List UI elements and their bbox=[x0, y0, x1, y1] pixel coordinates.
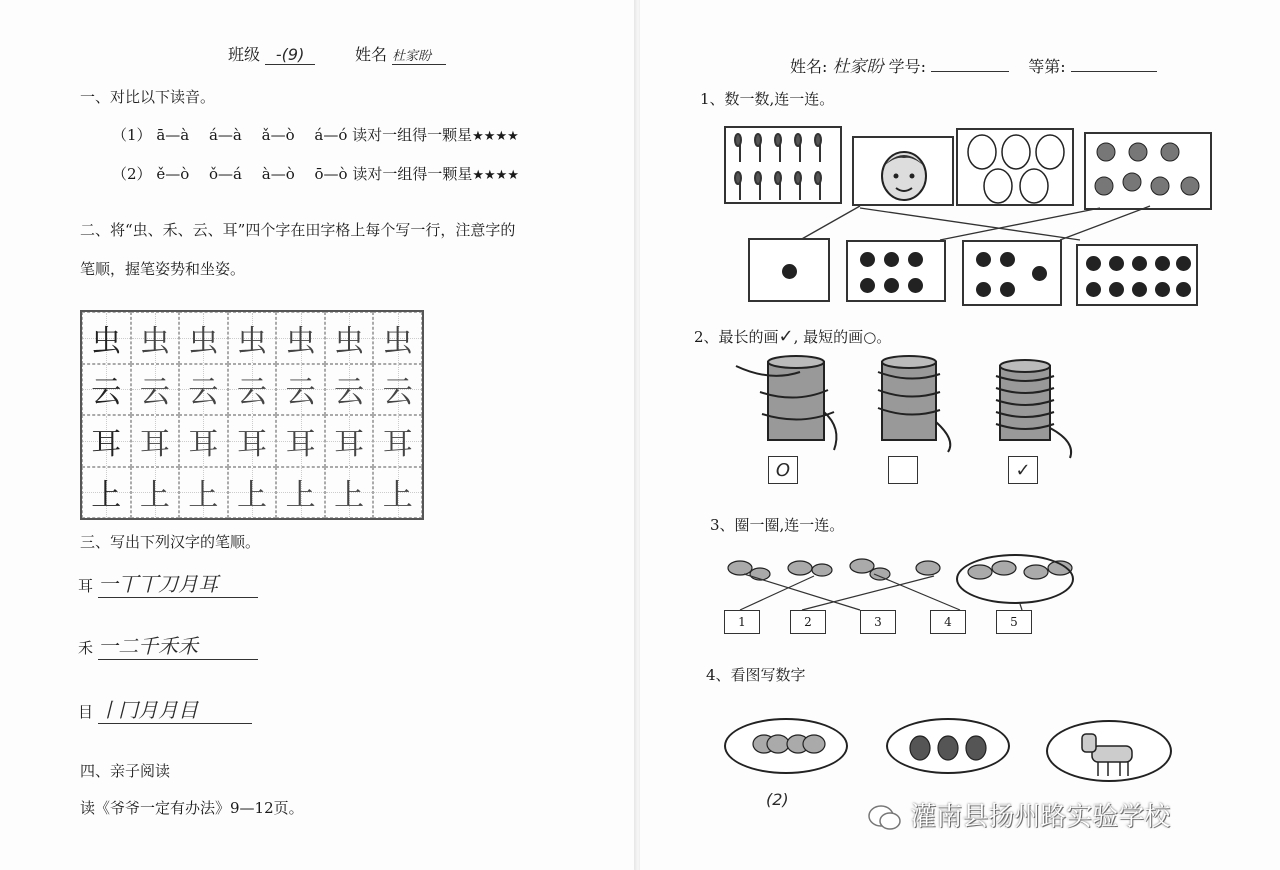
grid-character: 上 bbox=[382, 478, 413, 514]
item2-prefix: （2） bbox=[112, 165, 152, 183]
section4-text: 读《爷爷一定有办法》9—12页。 bbox=[80, 799, 304, 817]
star-rating: ★★★★ bbox=[472, 168, 519, 183]
section1-item2 bbox=[112, 163, 519, 184]
grid-character: 虫 bbox=[334, 323, 365, 359]
q3-title: 3、圈一圈,连一连。 bbox=[710, 516, 845, 534]
grid-cell bbox=[131, 364, 180, 416]
grid-character: 云 bbox=[91, 375, 122, 411]
grid-cell bbox=[179, 415, 228, 467]
grid-cell bbox=[276, 312, 325, 364]
grid-character: 虫 bbox=[139, 323, 170, 359]
donkey-icon bbox=[1048, 722, 1174, 784]
grade-value bbox=[1071, 71, 1157, 72]
grid-cell bbox=[373, 364, 422, 416]
grid-cell bbox=[131, 467, 180, 519]
spools-illustration bbox=[730, 352, 1170, 462]
name-label: 姓名: bbox=[790, 57, 828, 76]
grid-cell bbox=[276, 415, 325, 467]
grid-cell bbox=[179, 364, 228, 416]
item2-pairs: ě—ò ǒ—á à—ò ō—ò bbox=[156, 165, 348, 183]
q1-title: 1、数一数,连一连。 bbox=[700, 90, 835, 108]
spool-2-icon bbox=[878, 356, 950, 452]
grid-character: 上 bbox=[91, 478, 122, 514]
star-rating: ★★★★ bbox=[472, 129, 519, 144]
grid-character: 云 bbox=[188, 375, 219, 411]
dot-card-10 bbox=[1076, 244, 1198, 306]
grid-character: 虫 bbox=[382, 323, 413, 359]
boy-face-icon bbox=[854, 138, 956, 208]
q2-title-c: 。 bbox=[876, 328, 892, 346]
grid-cell bbox=[82, 467, 131, 519]
grid-cell bbox=[325, 415, 374, 467]
watermark bbox=[868, 796, 1170, 833]
spool-1-icon bbox=[736, 356, 836, 450]
dot-card-6 bbox=[846, 240, 946, 302]
grid-cell bbox=[228, 312, 277, 364]
pinecones-oval bbox=[886, 718, 1010, 774]
spool-3-icon bbox=[996, 360, 1071, 458]
q2-title-b: , 最短的画 bbox=[793, 328, 864, 346]
grid-character: 上 bbox=[188, 478, 219, 514]
stroke-answer: 一二千禾禾 bbox=[98, 630, 258, 660]
grid-character: 云 bbox=[334, 375, 365, 411]
grid-character: 耳 bbox=[188, 426, 219, 462]
pinecone-icon bbox=[888, 720, 1012, 776]
grid-character: 云 bbox=[139, 375, 170, 411]
grid-cell bbox=[325, 467, 374, 519]
egg-icon bbox=[958, 130, 1076, 208]
donkey-oval bbox=[1046, 720, 1172, 782]
class-label: 班级 bbox=[228, 45, 261, 64]
grid-character: 云 bbox=[285, 375, 316, 411]
grade-label: 等第: bbox=[1028, 57, 1066, 76]
worksheet-page-left bbox=[0, 0, 636, 870]
grid-cell bbox=[82, 415, 131, 467]
item1-prefix: （1） bbox=[112, 126, 152, 144]
worksheet-page-right bbox=[640, 0, 1280, 870]
grid-character: 虫 bbox=[236, 323, 267, 359]
q2-title bbox=[694, 326, 891, 347]
name-label: 姓名 bbox=[355, 45, 388, 64]
stroke-item-3 bbox=[78, 694, 252, 724]
grid-character: 云 bbox=[236, 375, 267, 411]
number-value bbox=[931, 71, 1009, 72]
grid-cell bbox=[228, 467, 277, 519]
answer-box-3[interactable]: ✓ bbox=[1008, 456, 1038, 484]
answer-box-1[interactable]: O bbox=[768, 456, 798, 484]
grid-cell bbox=[228, 364, 277, 416]
boy-picture bbox=[852, 136, 954, 206]
grid-character: 耳 bbox=[91, 426, 122, 462]
grid-cell bbox=[325, 312, 374, 364]
butterflies-oval bbox=[724, 718, 848, 774]
class-field bbox=[228, 42, 315, 65]
q4-answer: (2) bbox=[766, 790, 789, 809]
grid-character: 上 bbox=[139, 478, 170, 514]
dot-card-1 bbox=[748, 238, 830, 302]
item1-pairs: ā—à á—à ǎ—ò á—ó bbox=[156, 126, 348, 144]
number-box-1: 1 bbox=[724, 610, 760, 634]
grid-cell bbox=[228, 415, 277, 467]
grid-character: 耳 bbox=[334, 426, 365, 462]
section1-item1 bbox=[112, 124, 519, 145]
grid-character: 耳 bbox=[139, 426, 170, 462]
grid-character: 耳 bbox=[382, 426, 413, 462]
section1-title: 一、对比以下读音。 bbox=[80, 88, 216, 106]
grid-cell bbox=[179, 312, 228, 364]
stroke-answer: 丨冂月月目 bbox=[98, 694, 252, 724]
grid-cell bbox=[82, 312, 131, 364]
name-value: 杜家盼 bbox=[832, 57, 884, 77]
wheat-picture bbox=[724, 126, 842, 204]
section3-title: 三、写出下列汉字的笔顺。 bbox=[80, 533, 261, 551]
class-value: -(9) bbox=[265, 45, 315, 65]
grid-character: 云 bbox=[382, 375, 413, 411]
eggs-picture bbox=[956, 128, 1074, 206]
item1-suffix: 读对一组得一颗星 bbox=[352, 126, 473, 144]
section4-title: 四、亲子阅读 bbox=[80, 762, 171, 780]
grid-cell bbox=[131, 312, 180, 364]
writing-grid bbox=[80, 310, 424, 520]
grid-character: 虫 bbox=[285, 323, 316, 359]
grid-cell bbox=[373, 467, 422, 519]
grid-character: 虫 bbox=[91, 323, 122, 359]
section2-title-line1: 二、将“虫、禾、云、耳”四个字在田字格上每个写一行，注意字的 bbox=[80, 221, 516, 239]
grid-cell bbox=[276, 364, 325, 416]
grid-character: 上 bbox=[334, 478, 365, 514]
number-box-4: 4 bbox=[930, 610, 966, 634]
grid-cell bbox=[373, 312, 422, 364]
grid-cell bbox=[131, 415, 180, 467]
grid-character: 虫 bbox=[188, 323, 219, 359]
grid-character: 耳 bbox=[236, 426, 267, 462]
grid-character: 耳 bbox=[285, 426, 316, 462]
name-value: 杜家盼 bbox=[392, 45, 446, 65]
q2-title-a: 2、最长的画 bbox=[694, 328, 779, 346]
butterfly-icon bbox=[726, 720, 850, 776]
stroke-answer: 一丅丅刀月耳 bbox=[98, 568, 258, 598]
wechat-icon bbox=[868, 804, 902, 832]
name-field bbox=[355, 42, 446, 65]
section2-title-line2: 笔顺，握笔姿势和坐姿。 bbox=[80, 260, 246, 278]
number-label: 学号: bbox=[888, 57, 926, 76]
item2-suffix: 读对一组得一颗星 bbox=[352, 165, 473, 183]
number-box-3: 3 bbox=[860, 610, 896, 634]
stroke-char: 禾 bbox=[78, 639, 94, 657]
number-box-5: 5 bbox=[996, 610, 1032, 634]
answer-box-2[interactable] bbox=[888, 456, 918, 484]
stroke-char: 目 bbox=[78, 703, 94, 721]
grid-cell bbox=[82, 364, 131, 416]
grid-cell bbox=[276, 467, 325, 519]
wheat-icon bbox=[726, 128, 844, 206]
q4-title: 4、看图写数字 bbox=[706, 666, 806, 684]
grapes-picture bbox=[1084, 132, 1212, 210]
dot-card-5 bbox=[962, 240, 1062, 306]
watermark-text: 灌南县扬州路实验学校 bbox=[910, 802, 1171, 832]
stroke-item-1 bbox=[78, 568, 258, 598]
stroke-char: 耳 bbox=[78, 577, 94, 595]
q3-match-lines bbox=[720, 568, 1100, 628]
grid-character: 上 bbox=[285, 478, 316, 514]
grid-cell bbox=[325, 364, 374, 416]
header-fields bbox=[790, 52, 1157, 77]
grid-cell bbox=[373, 415, 422, 467]
circle-mark-icon: ○ bbox=[863, 328, 877, 346]
check-mark-icon: ✓ bbox=[778, 326, 794, 347]
grid-character: 上 bbox=[236, 478, 267, 514]
stroke-item-2 bbox=[78, 630, 258, 660]
number-box-2: 2 bbox=[790, 610, 826, 634]
grid-cell bbox=[179, 467, 228, 519]
